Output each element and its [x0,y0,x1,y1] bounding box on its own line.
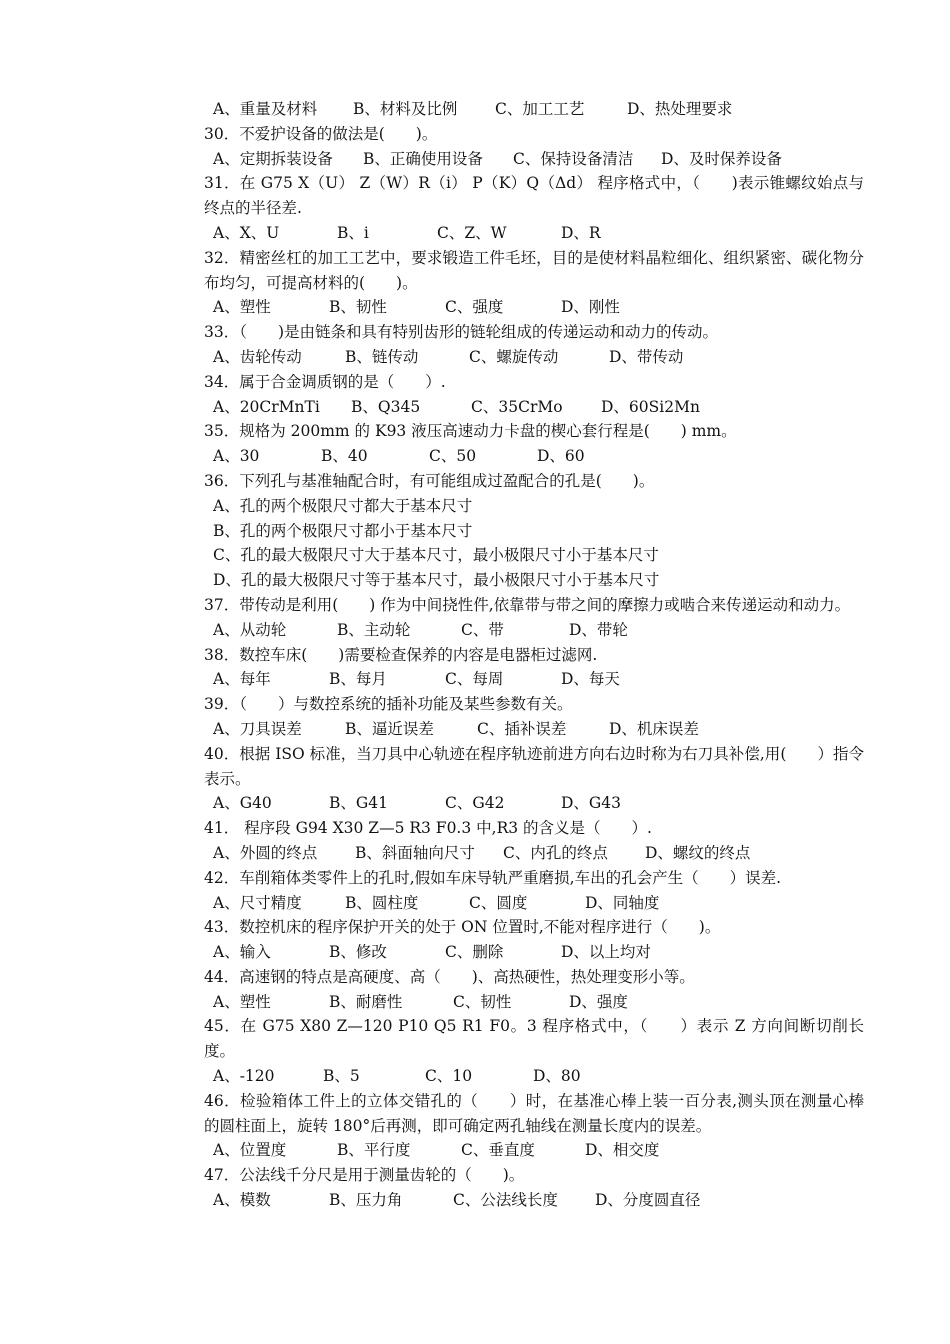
option-a: A、30 [213,447,260,466]
option-d: D、60Si2Mn [601,397,700,416]
options-row [204,1064,864,1089]
option-b: B、i [337,223,369,242]
question-text: 47．公法线千分尺是用于测量齿轮的（ )。 [204,1166,525,1185]
option-a: A、刀具误差 [213,719,302,738]
option-a: A、G40 [213,794,272,813]
options-row [204,940,864,965]
question-text: 30．不爱护设备的做法是( )。 [204,124,438,143]
option-line: C、孔的最大极限尺寸大于基本尺寸，最小极限尺寸小于基本尺寸 [213,546,659,565]
option-d: D、螺纹的终点 [645,843,751,862]
option-line: B、孔的两个极限尺寸都小于基本尺寸 [213,521,473,540]
option-d: D、带轮 [569,620,628,639]
option-c: C、35CrMo [471,397,563,416]
option-a: A、20CrMnTi [213,397,320,416]
option-a: A、外圆的终点 [213,843,318,862]
option-a: A、从动轮 [213,620,287,639]
option-d: D、机床误差 [609,719,699,738]
options-row [204,791,864,816]
option-a: A、模数 [213,1191,271,1210]
options-row [204,841,864,866]
option-c: C、圆度 [469,893,528,912]
question-text: 41． 程序段 G94 X30 Z—5 R3 F0.3 中,R3 的含义是（ ）. [204,819,652,838]
option-b: B、主动轮 [337,620,411,639]
question-text: 32．精密丝杠的加工工艺中，要求锻造工件毛坯，目的是使材料晶粒细化、组织紧密、碳化物分布均匀，可提高材料的( )。 [204,248,864,292]
options-row [204,717,864,742]
options-row [204,295,864,320]
option-a: A、定期拆装设备 [213,149,333,168]
option-a: A、塑性 [213,992,271,1011]
option-c: C、螺旋传动 [469,347,559,366]
question-text: 46．检验箱体工件上的立体交错孔的（ ）时，在基准心棒上装一百分表,测头顶在测量心棒的圆柱面上，旋转 180°后再测，即可确定两孔轴线在测量长度内的误差。 [204,1091,864,1135]
question-text: 36．下列孔与基准轴配合时，有可能组成过盈配合的孔是( )。 [204,471,655,490]
option-d: D、以上均对 [561,943,651,962]
option-c: C、内孔的终点 [503,843,608,862]
option-c: C、50 [429,447,477,466]
option-c: C、韧性 [453,992,512,1011]
options-row [204,891,864,916]
option-a: A、-120 [213,1067,275,1086]
option-b: B、斜面轴向尺寸 [355,843,475,862]
option-d: D、及时保养设备 [661,149,782,168]
option-c: C、公法线长度 [453,1191,558,1210]
question-text: 39．（ ）与数控系统的插补功能及某些参数有关。 [204,695,573,714]
options-row [204,345,864,370]
options-row [204,97,864,122]
option-c: C、插补误差 [477,719,567,738]
option-b: B、40 [321,447,368,466]
option-a: A、X、U [213,223,280,242]
option-b: B、逼近误差 [345,719,434,738]
options-row [204,147,864,172]
options-row [204,667,864,692]
option-d: D、60 [537,447,585,466]
option-c: C、Z、W [437,223,507,242]
option-line: D、孔的最大极限尺寸等于基本尺寸，最小极限尺寸小于基本尺寸 [213,571,660,590]
option-c: C、加工工艺 [495,100,585,118]
option-b: B、圆柱度 [345,893,419,912]
question-text: 33．（ )是由链条和具有特别齿形的链轮组成的传递运动和动力的传动。 [204,323,719,342]
option-a: A、位置度 [213,1141,287,1160]
option-d: D、80 [533,1067,581,1086]
option-d: D、刚性 [561,298,620,317]
options-row [204,444,864,469]
question-text: 34．属于合金调质钢的是（ ）. [204,372,446,391]
question-text: 38．数控车床( )需要检查保养的内容是电器柜过滤网. [204,645,598,664]
option-d: D、带传动 [609,347,684,366]
options-row [204,990,864,1015]
option-c: C、保持设备清洁 [513,149,634,168]
option-d: D、G43 [561,794,622,813]
option-c: C、垂直度 [461,1141,535,1160]
option-line: A、孔的两个极限尺寸都大于基本尺寸 [213,496,473,515]
option-b: B、耐磨性 [329,992,403,1011]
option-a: A、尺寸精度 [213,893,302,912]
question-text: 37．带传动是利用( ) 作为中间挠性件,依靠带与带之间的摩擦力或啮合来传递运动和动力。 [204,595,851,614]
option-c: C、G42 [445,794,505,813]
option-d: D、同轴度 [585,893,660,912]
option-c: C、删除 [445,943,504,962]
option-d: D、强度 [569,992,628,1011]
option-a: A、重量及材料 [213,100,318,118]
options-row [204,221,864,246]
option-b: B、韧性 [329,298,387,317]
option-d: D、热处理要求 [627,100,733,118]
option-a: A、塑性 [213,298,271,317]
option-a: A、齿轮传动 [213,347,302,366]
options-row [204,618,864,643]
option-c: C、强度 [445,298,504,317]
option-c: C、带 [461,620,504,639]
option-b: B、每月 [329,670,387,689]
option-d: D、R [561,223,601,242]
question-text: 44．高速钢的特点是高硬度、高（ )、高热硬性，热处理变形小等。 [204,967,695,986]
option-b: B、5 [323,1067,360,1086]
options-row [204,1188,864,1213]
option-a: A、每年 [213,670,271,689]
option-b: B、Q345 [351,397,421,416]
option-d: D、分度圆直径 [595,1191,701,1210]
question-text: 43．数控机床的程序保护开关的处于 ON 位置时,不能对程序进行（ )。 [204,918,721,937]
option-b: B、压力角 [329,1191,403,1210]
option-b: B、链传动 [345,347,419,366]
option-d: D、每天 [561,670,620,689]
options-row [204,1138,864,1163]
option-a: A、输入 [213,943,271,962]
option-b: B、G41 [329,794,388,813]
question-text: 42．车削箱体类零件上的孔时,假如车床导轨严重磨损,车出的孔会产生（ ）误差. [204,868,782,887]
option-b: B、材料及比例 [353,100,458,118]
question-text: 40．根据 ISO 标准，当刀具中心轨迹在程序轨迹前进方向右边时称为右刀具补偿,用( ）指令表示。 [204,744,864,788]
question-text: 35．规格为 200mm 的 K93 液压高速动力卡盘的楔心套行程是( ) mm。 [204,422,737,441]
options-row [204,395,864,420]
question-text: 45．在 G75 X80 Z—120 P10 Q5 R1 F0。3 程序格式中，（ ）表示 Z 方向间断切削长度。 [204,1017,864,1061]
option-c: C、10 [425,1067,473,1086]
question-text: 31．在 G75 X（U） Z（W）R（i） P（K）Q（Δd） 程序格式中，（ )表示锥螺纹始点与终点的半径差. [204,174,864,218]
option-b: B、正确使用设备 [363,149,483,168]
document-page [204,97,864,1213]
option-b: B、修改 [329,943,387,962]
option-c: C、每周 [445,670,504,689]
option-b: B、平行度 [337,1141,411,1160]
option-d: D、相交度 [585,1141,660,1160]
